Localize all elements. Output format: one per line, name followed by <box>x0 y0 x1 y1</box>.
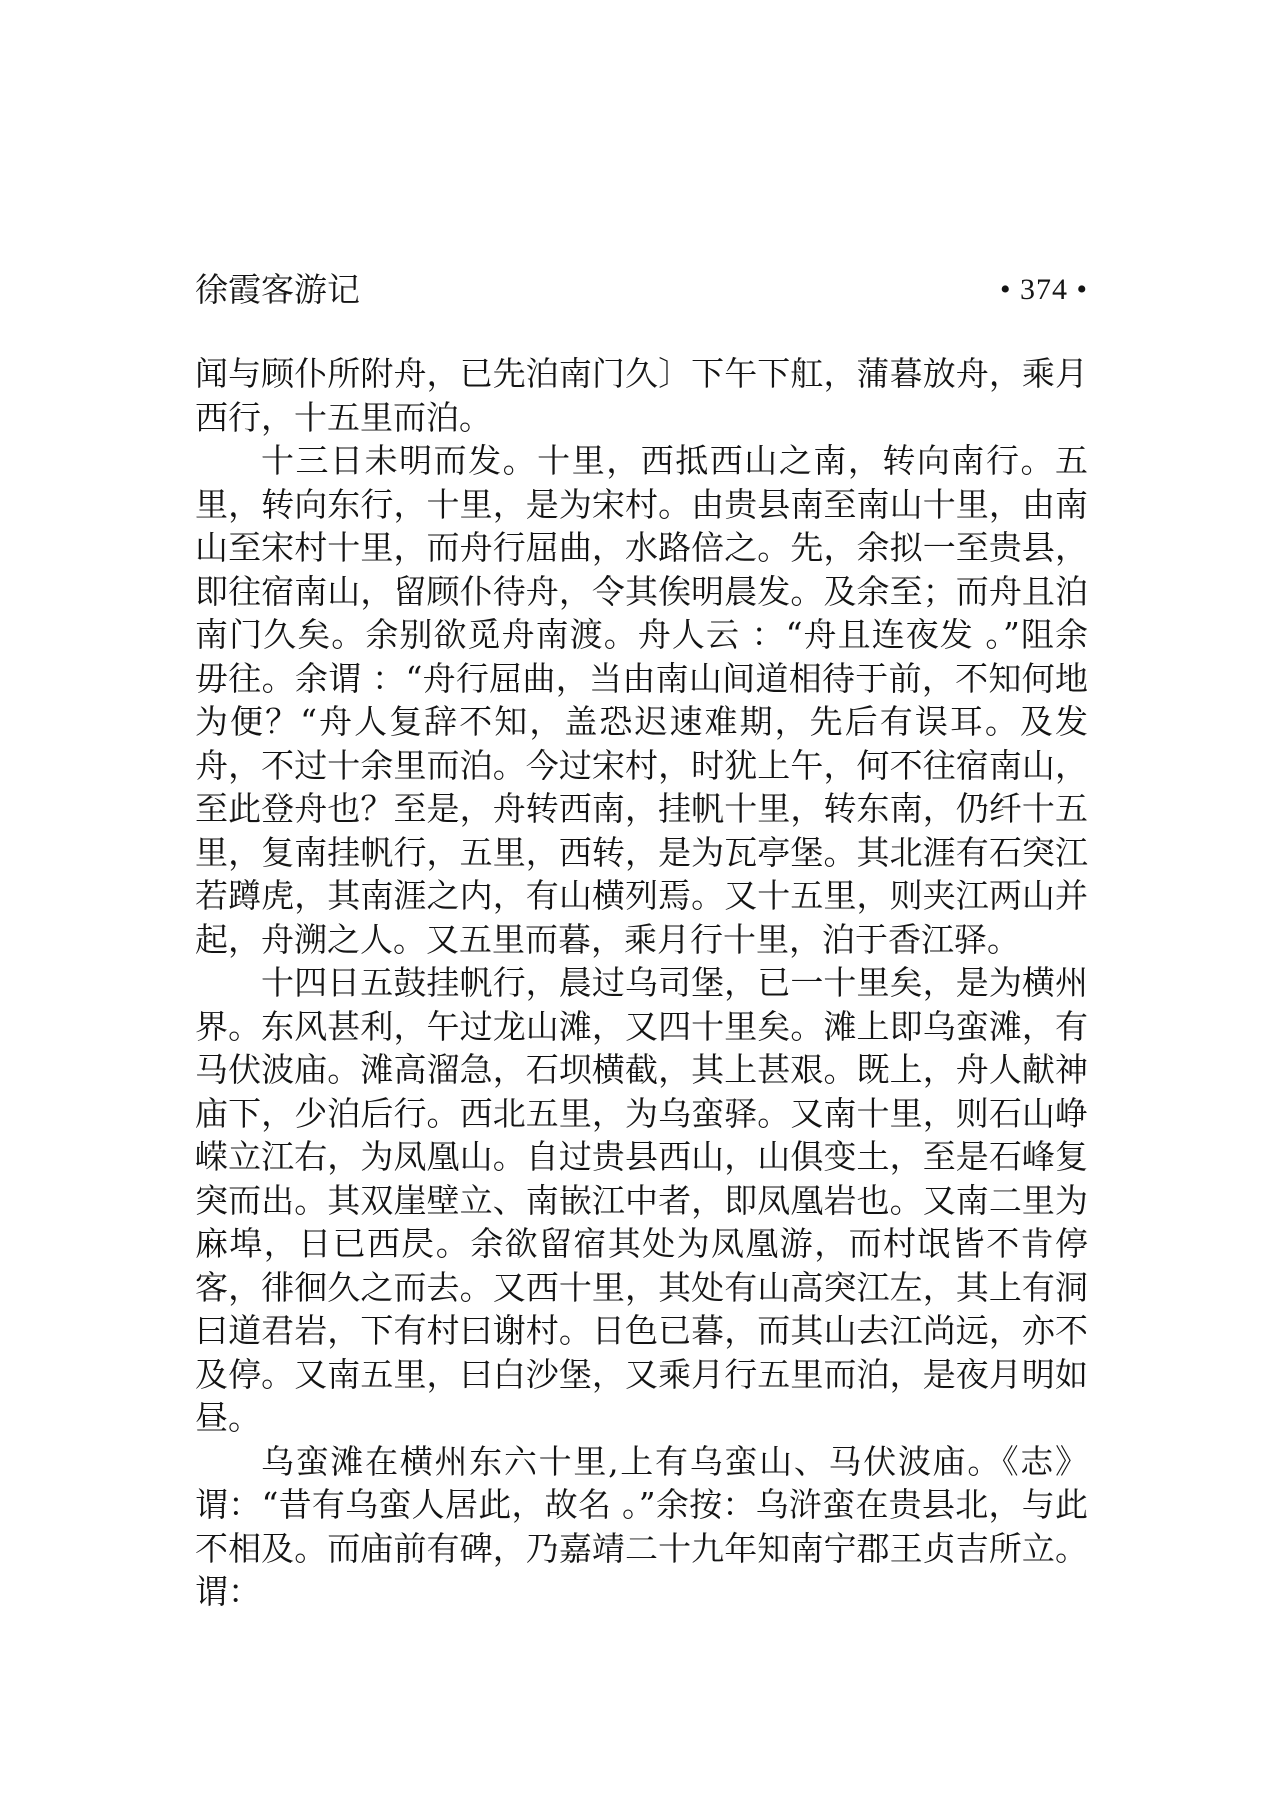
paragraph-day-13: 十三日未明而发。十里，西抵西山之南，转向南行。五里，转向东行，十里，是为宋村。由贵县南至南山十里，由南山至宋村十里，而舟行屈曲，水路倍之。先，余拟一至贵县，即往宿南山，留顾仆待舟，令其俟明晨发。及余至；而舟且泊南门久矣。余别欲觅舟南渡。舟人云 ：“舟且连夜发 。”阻余毋往。余谓 ：“舟行屈曲，当由南山间道相待于前，不知何地为便？“舟人复辞不知，盖恐迟速难期，先后有误耳。及发舟，不过十余里而泊。今过宋村，时犹上午，何不往宿南山，至此登舟也？至是，舟转西南，挂帆十里，转东南，仍纤十五里，复南挂帆行，五里，西转，是为瓦亭堡。其北涯有石突江若蹲虎，其南涯之内，有山横列焉。又十五里，则夹江两山并起，舟溯之人。又五里而暮，乘月行十里，泊于香江驿。 <box>195 441 1088 959</box>
paragraph-continued: 闻与顾仆所附舟，已先泊南门久〕下午下舡，蒲暮放舟，乘月西行，十五里而泊。 <box>195 354 1088 437</box>
page-number: • 374 • <box>999 273 1088 306</box>
body-text <box>195 352 1088 1614</box>
paragraph-wuman-rapids-note: 乌蛮滩在横州东六十里,上有乌蛮山、马伏波庙。《志》谓：“昔有乌蛮人居此，故名 。”余按：乌浒蛮在贵县北，与此不相及。而庙前有碑，乃嘉靖二十九年知南宁郡王贞吉所立。谓： <box>195 1441 1088 1611</box>
book-title: 徐霞客游记 <box>195 270 360 309</box>
running-head <box>195 268 1088 312</box>
paragraph-day-14: 十四日五鼓挂帆行，晨过乌司堡，已一十里矣，是为横州界。东风甚利，午过龙山滩，又四十里矣。滩上即乌蛮滩，有马伏波庙。滩高溜急，石坝横截，其上甚艰。既上，舟人献神庙下，少泊后行。西北五里，为乌蛮驿。又南十里，则石山峥嵘立江右，为凤凰山。自过贵县西山，山俱变土，至是石峰复突而出。其双崖壁立、南嵌江中者，即凤凰岩也。又南二里为麻埠，日已西昃。余欲留宿其处为凤凰游，而村氓皆不肯停客，徘徊久之而去。又西十里，其处有山高突江左，其上有洞曰道君岩，下有村曰谢村。日色已暮，而其山去江尚远，亦不及停。又南五里，曰白沙堡，又乘月行五里而泊，是夜月明如昼。 <box>195 963 1088 1437</box>
